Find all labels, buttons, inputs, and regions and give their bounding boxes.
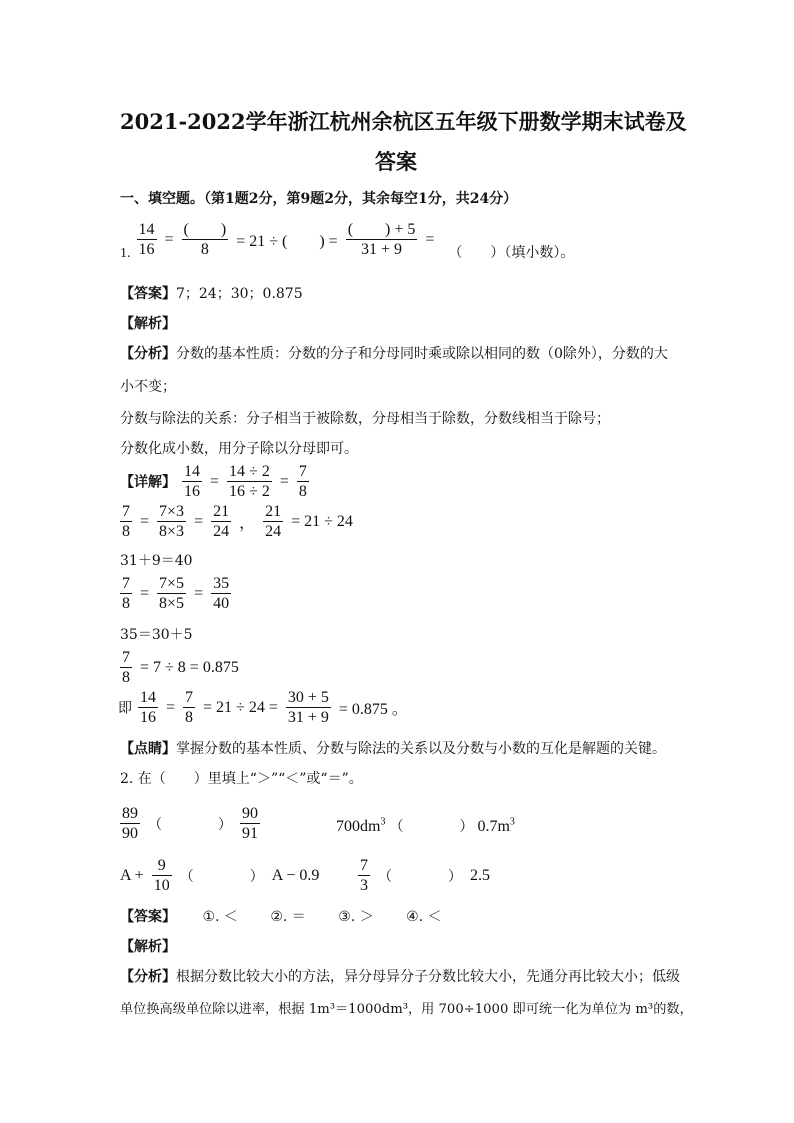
- value: 2.5: [470, 866, 490, 884]
- numerator: ( ) + 5: [347, 221, 416, 238]
- q1-stem: [120, 220, 574, 262]
- expression: = 0.875 。: [338, 701, 408, 718]
- superscript: 3: [509, 816, 515, 828]
- denominator: 31 + 9: [287, 709, 329, 726]
- numerator: 14: [138, 221, 155, 238]
- fraction: [358, 856, 370, 895]
- q1-detail-4: [118, 574, 233, 613]
- numerator: 35: [213, 575, 230, 592]
- q2-fenxi-line2: 单位换高级单位除以进率，根据 1m³＝1000dm³，用 700÷1000 即可统一化为单位为 m³的数，: [120, 1002, 693, 1017]
- detail-label: 【详解】: [120, 475, 176, 491]
- q1-answer: [120, 283, 303, 303]
- denominator: 8: [122, 669, 130, 686]
- fraction: [211, 502, 231, 541]
- dianjing-text: 掌握分数的基本性质、分数与除法的关系以及分数与小数的互化是解题的关键。: [176, 741, 666, 757]
- denominator: 8: [185, 709, 194, 726]
- dianjing-label: 【点睛】: [120, 741, 176, 757]
- fraction: [138, 688, 158, 727]
- volume-right: 0.7m: [477, 818, 510, 835]
- numerator: 21: [265, 503, 282, 520]
- numerator: 7: [122, 575, 130, 592]
- denominator: 40: [213, 595, 230, 612]
- fraction: [297, 462, 309, 501]
- denominator: 16: [138, 241, 155, 258]
- equals: =: [164, 230, 174, 248]
- answer-item: ②. ＝: [270, 909, 306, 925]
- equals: =: [210, 472, 220, 490]
- equals: =: [140, 584, 150, 602]
- fraction: [152, 856, 172, 895]
- q2-stem: 2. 在（ ）里填上“＞”“＜”或“＝”。: [120, 771, 363, 787]
- equals: =: [425, 230, 435, 248]
- expression: A +: [120, 866, 144, 884]
- numerator: 7: [185, 689, 194, 706]
- section-heading: 一、填空题。（第1题2分，第9题2分，其余每空1分，共24分）: [120, 191, 518, 207]
- answer-label: 【答案】: [120, 909, 176, 925]
- numerator: 7: [122, 649, 130, 666]
- compare-blank[interactable]: （ ）: [179, 869, 264, 885]
- q1-tail: （ ）（填小数）。: [448, 246, 575, 262]
- q1-fenxi-line2: 小不变；: [120, 379, 176, 395]
- answer-item: ③. ＞: [338, 909, 374, 925]
- q2-analysis-label: 【解析】: [120, 939, 176, 955]
- numerator: 21: [213, 503, 230, 520]
- denominator: 91: [242, 825, 258, 842]
- fraction: [157, 574, 186, 613]
- denominator: 16: [184, 483, 200, 500]
- fenxi-text: 根据分数比较大小的方法，异分母异分子分数比较大小，先通分再比较大小；低级: [176, 969, 680, 985]
- numerator: 14 ÷ 2: [229, 463, 270, 480]
- fraction: [182, 220, 229, 259]
- expression: = 21 ÷ 24 =: [203, 698, 278, 716]
- q1-fenxi-line1: [120, 343, 668, 363]
- fraction: [137, 220, 157, 259]
- answer-item: ④. ＜: [406, 909, 442, 925]
- denominator: 90: [122, 825, 138, 842]
- denominator: 24: [265, 523, 282, 540]
- prefix-ji: 即: [118, 701, 132, 717]
- fenxi-label: 【分析】: [120, 969, 176, 985]
- q2-row1-right: [336, 816, 515, 836]
- q1-detail-2: [118, 502, 355, 541]
- q1-detail-3: 31＋9＝40: [120, 553, 193, 569]
- volume-left: 700dm: [336, 818, 381, 835]
- fenxi-text: 分数的基本性质：分数的分子和分母同时乘或除以相同的数（0除外），分数的大: [176, 346, 668, 362]
- fraction: [120, 648, 132, 687]
- denominator: 8×3: [159, 523, 185, 540]
- numerator: 90: [242, 805, 258, 822]
- fraction: [120, 804, 140, 843]
- fraction: [182, 462, 202, 501]
- compare-blank[interactable]: （ ）: [378, 869, 462, 885]
- comma: ，: [239, 515, 256, 532]
- q2-answer: [120, 906, 442, 926]
- equals: =: [194, 512, 204, 530]
- denominator: 8: [122, 595, 130, 612]
- fraction: [183, 688, 195, 727]
- denominator: 16 ÷ 2: [229, 483, 270, 500]
- fenxi-label: 【分析】: [120, 346, 176, 362]
- q2-row2-left: [118, 856, 321, 895]
- denominator: 8×5: [159, 595, 185, 612]
- fraction: [120, 502, 132, 541]
- q2-row2-right: [356, 856, 492, 895]
- numerator: 14: [140, 689, 156, 706]
- q1-number: 1.: [120, 246, 131, 262]
- denominator: 8: [122, 523, 130, 540]
- expression: = 21 ÷ 24: [291, 512, 353, 530]
- denominator: 10: [153, 877, 170, 894]
- expression: A − 0.9: [271, 866, 320, 884]
- numerator-blank: ( ): [183, 221, 227, 238]
- numerator: 89: [122, 805, 138, 822]
- numerator: 7×5: [159, 575, 185, 592]
- q1-detail-1: [120, 462, 311, 501]
- answer-text: 7；24；30；0.875: [176, 286, 303, 302]
- numerator: 7: [360, 857, 368, 874]
- answer-label: 【答案】: [120, 286, 176, 302]
- q1-detail-7: [118, 688, 410, 727]
- numerator: 7×3: [159, 503, 185, 520]
- equals: =: [140, 512, 150, 530]
- q2-row1-left: [118, 804, 262, 843]
- denominator: 8: [298, 483, 307, 500]
- numerator: 7: [298, 463, 307, 480]
- equals: =: [194, 584, 204, 602]
- q1-fenxi-line3: 分数与除法的关系：分子相当于被除数，分母相当于除数，分数线相当于除号；: [120, 411, 610, 427]
- q2-fenxi-line1: [120, 966, 680, 986]
- denominator: 16: [140, 709, 156, 726]
- fraction: [240, 804, 260, 843]
- numerator: 9: [152, 856, 172, 876]
- fraction: [120, 574, 132, 613]
- fraction: [157, 502, 186, 541]
- denominator: 8: [200, 241, 209, 258]
- fraction: [286, 688, 331, 727]
- compare-blank[interactable]: （ ）: [389, 820, 474, 835]
- numerator: 30 + 5: [287, 689, 329, 706]
- expression: = 21 ÷ ( ) =: [236, 233, 338, 250]
- q1-analysis-label: 【解析】: [120, 316, 176, 332]
- numerator: 14: [184, 463, 200, 480]
- denominator: 31 + 9: [361, 241, 403, 258]
- equals: =: [166, 698, 176, 716]
- q1-fenxi-line4: 分数化成小数，用分子除以分母即可。: [120, 441, 358, 457]
- q1-dianjing: [120, 738, 666, 758]
- compare-blank[interactable]: （ ）: [148, 817, 232, 833]
- answer-item: ①. ＜: [202, 909, 238, 925]
- fraction: [263, 502, 283, 541]
- fraction: [227, 462, 272, 501]
- expression: = 7 ÷ 8 = 0.875: [140, 658, 239, 676]
- q1-detail-5: 35＝30＋5: [120, 627, 193, 643]
- denominator: 3: [360, 877, 368, 894]
- denominator: 24: [213, 523, 230, 540]
- doc-title-line2: 答案: [375, 149, 417, 174]
- superscript: 3: [380, 816, 386, 828]
- q1-detail-6: [118, 648, 241, 687]
- numerator: 7: [122, 503, 130, 520]
- equals: =: [279, 472, 289, 490]
- doc-title-line1: 2021-2022学年浙江杭州余杭区五年级下册数学期末试卷及: [120, 109, 687, 134]
- fraction: [211, 574, 231, 613]
- fraction: [346, 220, 418, 259]
